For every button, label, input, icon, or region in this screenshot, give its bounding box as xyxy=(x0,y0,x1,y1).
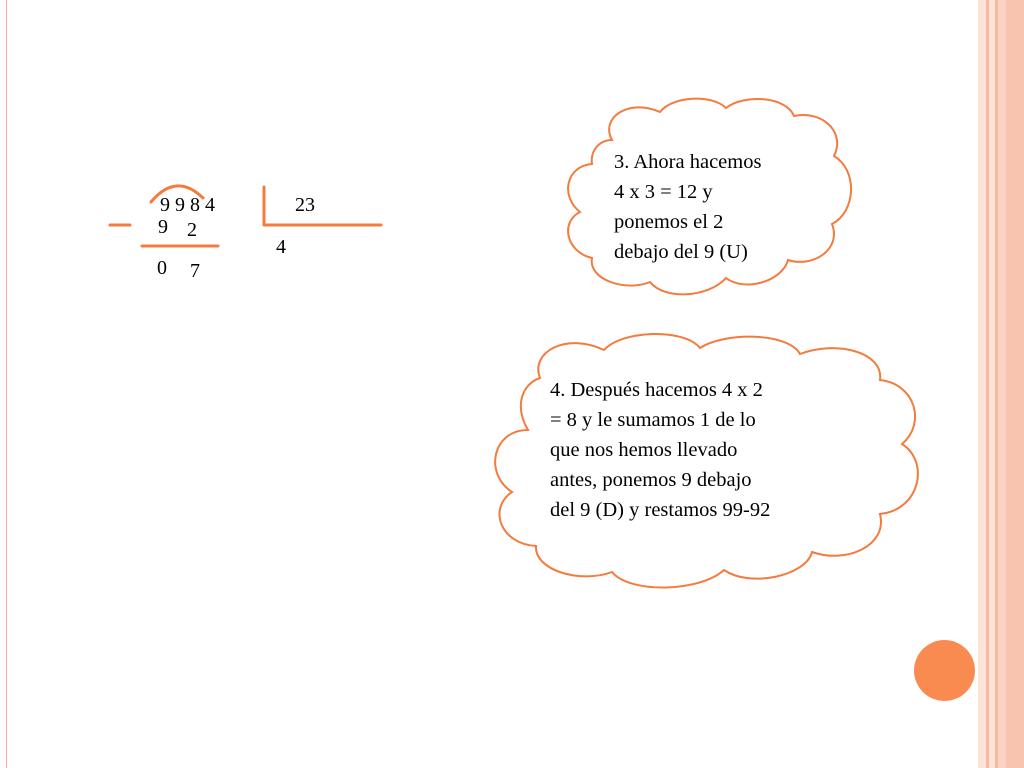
cloud-2-line: = 8 y le sumamos 1 de lo xyxy=(550,409,756,431)
divisor: 23 xyxy=(295,194,315,216)
cloud-2-line: 4. Después hacemos 4 x 2 xyxy=(550,379,763,401)
cloud-2-text xyxy=(550,375,770,525)
cloud-1-text xyxy=(614,147,761,267)
division-bracket xyxy=(264,187,381,225)
cloud-1-line: 4 x 3 = 12 y xyxy=(614,181,713,203)
quotient-digit: 4 xyxy=(276,236,286,258)
remainder-units: 7 xyxy=(190,260,200,282)
decorative-circle xyxy=(914,640,975,701)
partial-product-tens: 9 xyxy=(158,216,168,238)
dividend: 9 9 8 4 xyxy=(160,194,215,216)
cloud-1-line: ponemos el 2 xyxy=(614,211,724,233)
remainder-tens: 0 xyxy=(157,257,167,279)
cloud-2-line: del 9 (D) y restamos 99-92 xyxy=(550,499,771,521)
partial-product-units: 2 xyxy=(187,219,197,241)
cloud-2-line: antes, ponemos 9 debajo xyxy=(550,469,752,491)
cloud-1-line: 3. Ahora hacemos xyxy=(614,151,762,173)
cloud-1-line: debajo del 9 (U) xyxy=(614,241,748,263)
cloud-2-line: que nos hemos llevado xyxy=(550,439,738,461)
